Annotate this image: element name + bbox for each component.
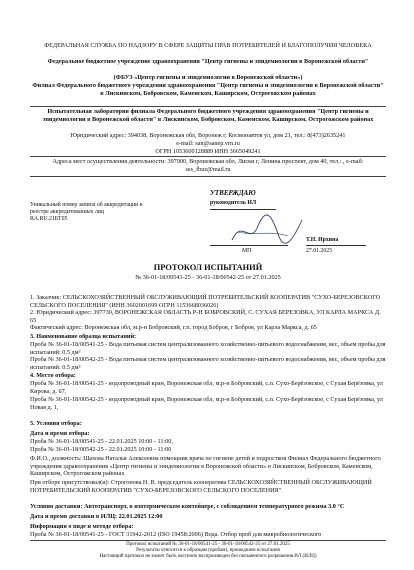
sampling-method-title: Информация о виде и методе отбора: xyxy=(30,523,134,530)
footer-protocol-ref: Протокол испытаний № 36-01-18/00541-25 - 36-01-18/00542-25 от 27.01.2025 xyxy=(126,542,290,547)
header-divider xyxy=(30,106,386,107)
branch-name: Филиал Федерального бюджетного учреждения здравоохранения "Центр гигиены и эпидемиологии в Воронежской области" в Лискинском, Бобровском, Каменском, Каширском, Острогожском районах xyxy=(32,82,384,97)
section-legal-address: 2. Юридический адрес: 397730, ВОРОНЕЖСКАЯ ОБЛАСТЬ Р-Н БОБРОВСКИЙ, С. СУХАЯ БЕРЕЗОВКА, УЛ КАРЛА МАРКСА Д. 65 xyxy=(30,309,381,324)
footer-results-note: Результаты относятся к образцам (пробам), прошедшим испытания xyxy=(136,548,280,553)
footer xyxy=(30,542,386,560)
sampling-date-542: Проба № 36-01-18/00542-25 - 22.01.2025 10:00 - 11:00 xyxy=(30,446,172,453)
place-541: Проба № 36-01-18/00541-25 - водопроводный кран, Воронежская обл, м.р-н Бобровский, с.п. Сухо-Берёзовское, с Сухая Берёзовка, ул Кирова, д. 67, xyxy=(30,380,383,395)
delivery-conditions: Условия доставки: Автотранспорт, в изотермическом контейнере, с соблюдением температурного режима 3.0 °С xyxy=(30,503,345,510)
accreditation-block xyxy=(30,202,150,224)
footer-reproduction-note: Настоящий протокол не может быть частично воспроизведен без письменного разрешения ИЛ (ИЛЦ) xyxy=(99,554,317,559)
address-divider xyxy=(30,156,386,157)
name-line xyxy=(306,245,366,246)
activity-divider xyxy=(30,176,386,177)
accreditation-number: RA.RU.21БТ05 xyxy=(30,216,68,223)
footer-divider xyxy=(30,540,386,541)
agency-title: ФЕДЕРАЛЬНАЯ СЛУЖБА ПО НАДЗОРУ В СФЕРЕ ЗАЩИТЫ ПРАВ ПОТРЕБИТЕЛЕЙ И БЛАГОПОЛУЧИЯ ЧЕЛОВЕКА xyxy=(44,42,372,49)
signature-line xyxy=(210,245,288,246)
sampling-method: Проба № 36-01-18/00541-25 - ГОСТ 31942-2012 (ISO 19458:2006) Вода. Отбор проб для микробиологического xyxy=(30,531,322,538)
signature-icon xyxy=(228,212,306,248)
accreditation-label: Уникальный номер записи об аккредитации в реестре аккредитованных лиц xyxy=(30,202,143,216)
section-sample-title: 3. Наименование образца испытаний: xyxy=(30,333,137,340)
present-info: При отборе присутствовал(и): Строгонова Н. В. председатель кооператива СЕЛЬСКОХОЗЯЙСТВЕННЫЙ ОБСЛУЖИВАЮЩИЙ ПОТРЕБИТЕЛЬСКИЙ КООПЕРАТИВ "СУХО-БЕРЕЗОВСКОГО СЕЛЬСКОГО ПОСЕЛЕНИЯ" xyxy=(30,479,372,494)
section-customer: 1. Заказчик: СЕЛЬСКОХОЗЯЙСТВЕННЫЙ ОБСЛУЖИВАЮЩИЙ ПОТРЕБИТЕЛЬСКИЙ КООПЕРАТИВ "СУХО-БЕРЕЗОВСКОГО СЕЛЬСКОГО ПОСЕЛЕНИЯ" (ИНН 3602001699 ОГРН 1153668036026) xyxy=(30,294,381,309)
place-542: Проба № 36-01-18/00542-25 - водопроводный кран, Воронежская обл, м.р-н Бобровский, с.п. Сухо-Берёзовское, с Сухая Берёзовка, ул Новая д. 1, xyxy=(30,396,383,411)
legal-address: Юридический адрес: 394038, Воронежская обл, Воронеж г, Космонавтов ул, дом 21, тел.: 8(473)2635241 xyxy=(70,132,346,139)
protocol-number: № 36-01-18/00541-25 - 36-01-18/00542-25 от 27.01.2025 xyxy=(135,274,281,281)
sampler-info: Ф.И.О., должность: Шахова Наталья Алексеевна помощник врача по гигиене детей и подростков Филиал Федерального бюджетного учреждения здравоохранения «Центр гигиены и эпидемиологии в Воронежской области» в Лискинском, Бобровском, Каменском, Каширском, Острогожском районах xyxy=(30,455,381,478)
activity-address: Адреса мест осуществления деятельности: 397900, Воронежская обл, Лиски г, Ленина проспект, дом 40, тел.: , e-mail: ses_fbuz@mail.ru xyxy=(52,158,364,173)
section-actual-address: Фактический адрес: Воронежская обл, м.р-н Бобровский, г.п. город Бобров, г Бобров, ул Карла Маркса, д. 65 xyxy=(30,324,317,331)
stamp-mp: МП xyxy=(242,248,252,254)
delivery-date: Дата и время доставки в ИЛЦ: 22.01.2025 12:00 xyxy=(30,513,163,520)
sampling-date-title: Дата и время отбора: xyxy=(30,430,90,437)
lab-name: Испытательная лаборатория филиала Федерального бюджетного учреждения здравоохранения "Центр гигиены и эпидемиологии в Воронежской области" в Лискинском, Бобровском, Каменском, Каширском, Острогожском районах xyxy=(42,108,374,123)
approver-name: Т.Н. Ирхина xyxy=(306,237,339,243)
protocol-title: ПРОТОКОЛ ИСПЫТАНИЙ xyxy=(153,263,263,272)
section-conditions-title: 5. Условия отбора: xyxy=(30,420,82,427)
sampling-date-541: Проба № 36-01-18/00541-25 - 22.01.2025 10:00 - 11:00, xyxy=(30,438,173,445)
approval-role: руководитель ИЛ xyxy=(210,200,257,206)
section-place-title: 4. Место отбора: xyxy=(30,372,76,379)
email: e-mail: san@sanep.vrn.ru xyxy=(176,140,240,147)
approval-date: 27.01.2025 xyxy=(306,248,333,254)
ogrn: ОГРН 1053600128889 ИНН 3665049241 xyxy=(155,148,261,155)
approval-title: УТВЕРЖДАЮ xyxy=(210,189,256,197)
approval-underline xyxy=(210,209,276,210)
sample-542: Проба № 36-01-18/00542-25 - Вода питьевая систем централизованного хозяйственно-питьевого водоснабжения, вес, объем пробы для испытаний: 0.5 дм³ xyxy=(30,356,386,371)
institution-short: (ФБУЗ «Центр гигиены и эпидемиологии в Воронежской области») xyxy=(113,74,303,81)
sample-541: Проба № 36-01-18/00541-25 - Вода питьевая систем централизованного хозяйственно-питьевого водоснабжения, вес, объем пробы для испытаний: 0.5 дм³ xyxy=(30,341,386,356)
institution-name: Федеральное бюджетное учреждение здравоохранения "Центр гигиены и эпидемиологии в Воронежской области" xyxy=(47,58,369,65)
